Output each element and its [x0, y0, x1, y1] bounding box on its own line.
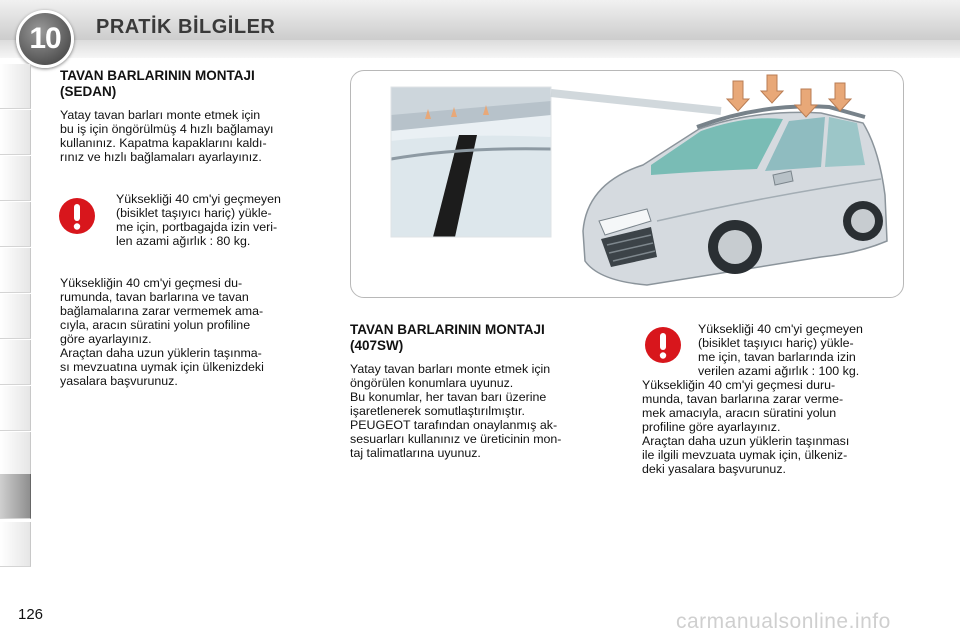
- text-line: taj talimatlarına uyunuz.: [350, 446, 481, 460]
- sw-para-markings: [350, 390, 612, 418]
- sedan-title: [60, 68, 255, 100]
- chapter-tab[interactable]: [0, 248, 31, 293]
- warning-icon: [644, 326, 682, 364]
- sw-para-accessories: [350, 418, 612, 460]
- chapter-tab[interactable]: [0, 110, 31, 155]
- sedan-warning: [116, 192, 318, 248]
- header-strip: [0, 40, 960, 58]
- chapter-tab[interactable]: [0, 294, 31, 339]
- text-line: bu iş için öngörülmüş 4 hızlı bağlamayı: [60, 122, 274, 136]
- sedan-title-line: TAVAN BARLARININ MONTAJI: [60, 68, 255, 83]
- text-line: işaretlenerek somutlaştırılmıştır.: [350, 404, 525, 418]
- sw-warning: [698, 322, 902, 378]
- roof-bar-position-arrows: [727, 75, 851, 117]
- text-line: munda, tavan barlarına zarar verme-: [642, 392, 844, 406]
- text-line: me için, tavan barlarında izin: [698, 350, 856, 364]
- watermark: carmanualsonline.info: [676, 610, 891, 633]
- car-body: [583, 106, 887, 285]
- chapter-tab[interactable]: [0, 156, 31, 201]
- text-line: Yatay tavan barları monte etmek için: [350, 362, 551, 376]
- chapter-tab[interactable]: [0, 432, 31, 477]
- text-line: rınız ve hızlı bağlamaları ayarlayınız.: [60, 150, 262, 164]
- text-line: göre ayarlayınız.: [60, 332, 152, 346]
- text-line: Araçtan daha uzun yüklerin taşınması: [642, 434, 850, 448]
- text-line: (bisiklet taşıyıcı hariç) yükle-: [698, 336, 854, 350]
- text-line: yasalara başvurunuz.: [60, 374, 178, 388]
- sedan-intro: [60, 108, 318, 164]
- page-number: 126: [18, 606, 44, 623]
- text-line: Yüksekliğin 40 cm'yi geçmesi duru-: [642, 378, 836, 392]
- text-line: sı mevzuatına uymak için ülkenizdeki: [60, 360, 264, 374]
- chapter-tab-active[interactable]: [0, 474, 31, 519]
- text-line: Yüksekliğin 40 cm'yi geçmesi du-: [60, 276, 243, 290]
- text-line: Yüksekliği 40 cm'yi geçmeyen: [116, 192, 281, 206]
- text-line: ile ilgili mevzuata uymak için, ülkeniz-: [642, 448, 848, 462]
- roof-bar-detail-inset: [391, 87, 551, 237]
- text-line: Yüksekliği 40 cm'yi geçmeyen: [698, 322, 863, 336]
- text-line: öngörülen konumlara uyunuz.: [350, 376, 514, 390]
- text-line: rumunda, tavan barlarına ve tavan: [60, 290, 249, 304]
- car-illustration: [351, 71, 903, 297]
- chapter-tab[interactable]: [0, 386, 31, 431]
- sw-title-line: TAVAN BARLARININ MONTAJI: [350, 322, 545, 337]
- chapter-tab[interactable]: [0, 522, 31, 567]
- sedan-note: [60, 276, 318, 388]
- text-line: bağlamalarına zarar vermemek ama-: [60, 304, 264, 318]
- roof-bars-illustration: [350, 70, 904, 298]
- chapter-tab[interactable]: [0, 340, 31, 385]
- sw-para-positions: [350, 362, 612, 390]
- text-line: Bu konumlar, her tavan barı üzerine: [350, 390, 547, 404]
- text-line: mek amacıyla, aracın süratini yolun: [642, 406, 837, 420]
- text-line: Araçtan daha uzun yüklerin taşınma-: [60, 346, 262, 360]
- chapter-tab[interactable]: [0, 202, 31, 247]
- text-line: Yatay tavan barları monte etmek için: [60, 108, 261, 122]
- text-line: len azami ağırlık : 80 kg.: [116, 234, 251, 248]
- text-line: kullanınız. Kapatma kapaklarını kaldı-: [60, 136, 267, 150]
- text-line: (bisiklet taşıyıcı hariç) yükle-: [116, 206, 272, 220]
- sw-note: [642, 378, 902, 476]
- text-line: verilen azami ağırlık : 100 kg.: [698, 364, 860, 378]
- warning-icon: [58, 197, 96, 235]
- sw-title: [350, 322, 545, 354]
- chapter-title: PRATİK BİLGİLER: [96, 16, 276, 38]
- text-line: me için, portbagajda izin veri-: [116, 220, 278, 234]
- sedan-title-line: (SEDAN): [60, 84, 117, 99]
- text-line: deki yasalara başvurunuz.: [642, 462, 786, 476]
- chapter-tabs: [0, 64, 34, 576]
- chapter-tab[interactable]: [0, 64, 31, 109]
- chapter-number-badge: 10: [16, 10, 74, 68]
- text-line: cıyla, aracın süratini yolun profiline: [60, 318, 251, 332]
- text-line: sesuarları kullanınız ve üreticinin mon-: [350, 432, 562, 446]
- sw-title-line: (407SW): [350, 338, 404, 353]
- text-line: profiline göre ayarlayınız.: [642, 420, 781, 434]
- text-line: PEUGEOT tarafından onaylanmış ak-: [350, 418, 558, 432]
